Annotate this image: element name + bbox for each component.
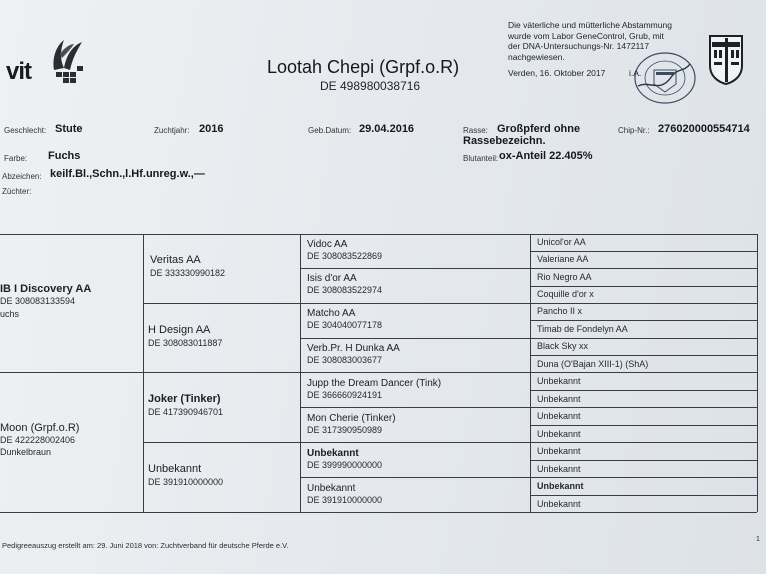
grid-line [530, 234, 531, 512]
sire-reg: DE 308083133594 [0, 296, 76, 306]
abzeichen-value: keilf.Bl.,Schn.,l.Hf.unreg.w.,— [50, 168, 205, 180]
gen3-name: Vidoc AA [307, 239, 348, 250]
grid-line [530, 495, 757, 496]
gen3-name: Mon Cherie (Tinker) [307, 413, 396, 424]
gen3-reg: DE 304040077178 [307, 320, 383, 330]
gen4-name: Coquille d'or x [537, 289, 594, 299]
gen3-name: Unbekannt [307, 448, 359, 459]
gebdatum-value: 29.04.2016 [359, 123, 415, 135]
grid-line [530, 425, 757, 426]
ia-label: i.A. [629, 68, 642, 78]
horse-name-title: Lootah Chepi (Grpf.o.R) [267, 57, 460, 77]
grid-line [300, 338, 757, 339]
gen3-name: Verb.Pr. H Dunka AA [307, 343, 400, 354]
gen3-reg: DE 317390950989 [307, 425, 383, 435]
gen4-name: Valeriane AA [537, 254, 589, 264]
grid-line [143, 303, 757, 304]
farbe-label: Farbe: [4, 154, 28, 163]
dam-reg: DE 422228002406 [0, 435, 76, 445]
chip-value: 276020000554714 [658, 123, 750, 135]
gen3-reg: DE 391910000000 [307, 495, 383, 505]
grid-line [0, 512, 757, 513]
association-stamp-icon [632, 50, 698, 106]
grid-line [530, 460, 757, 461]
gen2-reg: DE 391910000000 [148, 477, 224, 487]
grid-line [530, 286, 757, 287]
gen3-name: Jupp the Dream Dancer (Tink) [307, 378, 442, 389]
gen3-reg: DE 399990000000 [307, 460, 383, 470]
vit-logo-text: vit [6, 58, 32, 85]
grid-line [143, 234, 144, 512]
rasse-value-2: Rassebezeichn. [463, 135, 546, 147]
grid-line [0, 372, 757, 373]
geschlecht-label: Geschlecht: [4, 126, 47, 135]
gen2-name: Unbekannt [148, 463, 202, 475]
grid-line [300, 407, 757, 408]
horse-reg-number: DE 498980038716 [320, 79, 421, 93]
gen2-name: Veritas AA [150, 254, 201, 266]
gen4-name: Unicol'or AA [537, 237, 586, 247]
gen2-reg: DE 308083011887 [148, 338, 223, 348]
blutanteil-label: Blutanteil: [463, 154, 499, 163]
grid-line [300, 234, 301, 512]
gen2-name: Joker (Tinker) [148, 393, 221, 405]
grid-line [530, 320, 757, 321]
gen3-reg: DE 308083522869 [307, 251, 383, 261]
sire-color: uchs [0, 309, 20, 319]
gen3-name: Isis d'or AA [307, 273, 357, 284]
gen4-name: Duna (O'Bajan XIII-1) (ShA) [537, 359, 649, 369]
geschlecht-value: Stute [55, 123, 83, 135]
gen4-name: Rio Negro AA [537, 272, 592, 282]
sire-name: IB I Discovery AA [0, 283, 92, 295]
grid-line [300, 477, 757, 478]
gen4-name: Unbekannt [537, 446, 581, 456]
gen3-name: Matcho AA [307, 308, 356, 319]
coat-of-arms-icon [708, 34, 744, 86]
grid-line [530, 390, 757, 391]
gen4-name: Unbekannt [537, 411, 581, 421]
rasse-label: Rasse: [463, 126, 488, 135]
gen4-name: Timab de Fondelyn AA [537, 324, 628, 334]
farbe-value: Fuchs [48, 150, 81, 162]
zuchtjahr-label: Zuchtjahr: [154, 126, 190, 135]
gen2-reg: DE 333330990182 [150, 268, 226, 278]
gen2-reg: DE 417390946701 [148, 407, 224, 417]
gebdatum-label: Geb.Datum: [308, 126, 352, 135]
vit-logo-icon [44, 34, 88, 86]
gen4-name: Unbekannt [537, 394, 581, 404]
gen4-name: Unbekannt [537, 376, 581, 386]
dam-color: Dunkelbraun [0, 447, 52, 457]
dna-statement: Die väterliche und mütterliche Abstammung wurde vom Labor GeneControl, Grub, mit der DNA-Untersuchungs-Nr. 1472117 nachgewiesen. [508, 20, 672, 62]
gen2-name: H Design AA [148, 324, 211, 336]
gen4-name: Black Sky xx [537, 341, 589, 351]
chip-label: Chip-Nr.: [618, 126, 650, 135]
rasse-value-1: Großpferd ohne [497, 123, 581, 135]
zuechter-label: Züchter: [2, 187, 32, 196]
grid-line [143, 442, 757, 443]
gen4-name: Unbekannt [537, 481, 584, 491]
grid-line [530, 251, 757, 252]
grid-line [300, 268, 757, 269]
grid-line [530, 355, 757, 356]
page-number: 1 [756, 536, 760, 543]
zuchtjahr-value: 2016 [199, 123, 224, 135]
gen3-name: Unbekannt [307, 483, 356, 494]
gen4-name: Unbekannt [537, 499, 581, 509]
abzeichen-label: Abzeichen: [2, 172, 42, 181]
dam-name: Moon (Grpf.o.R) [0, 422, 80, 434]
footer-text: Pedigreeauszug erstellt am: 29. Juni 2018 von: Zuchtverband für deutsche Pferde e.V. [2, 541, 289, 550]
gen3-reg: DE 366660924191 [307, 390, 383, 400]
gen4-name: Pancho II x [537, 306, 583, 316]
gen3-reg: DE 308083522974 [307, 285, 383, 295]
gen4-name: Unbekannt [537, 429, 581, 439]
blutanteil-value: ox-Anteil 22.405% [499, 150, 593, 162]
gen4-name: Unbekannt [537, 464, 581, 474]
grid-line [757, 234, 758, 512]
grid-line [0, 234, 757, 235]
place-date: Verden, 16. Oktober 2017 [508, 68, 606, 78]
gen3-reg: DE 308083003677 [307, 355, 383, 365]
